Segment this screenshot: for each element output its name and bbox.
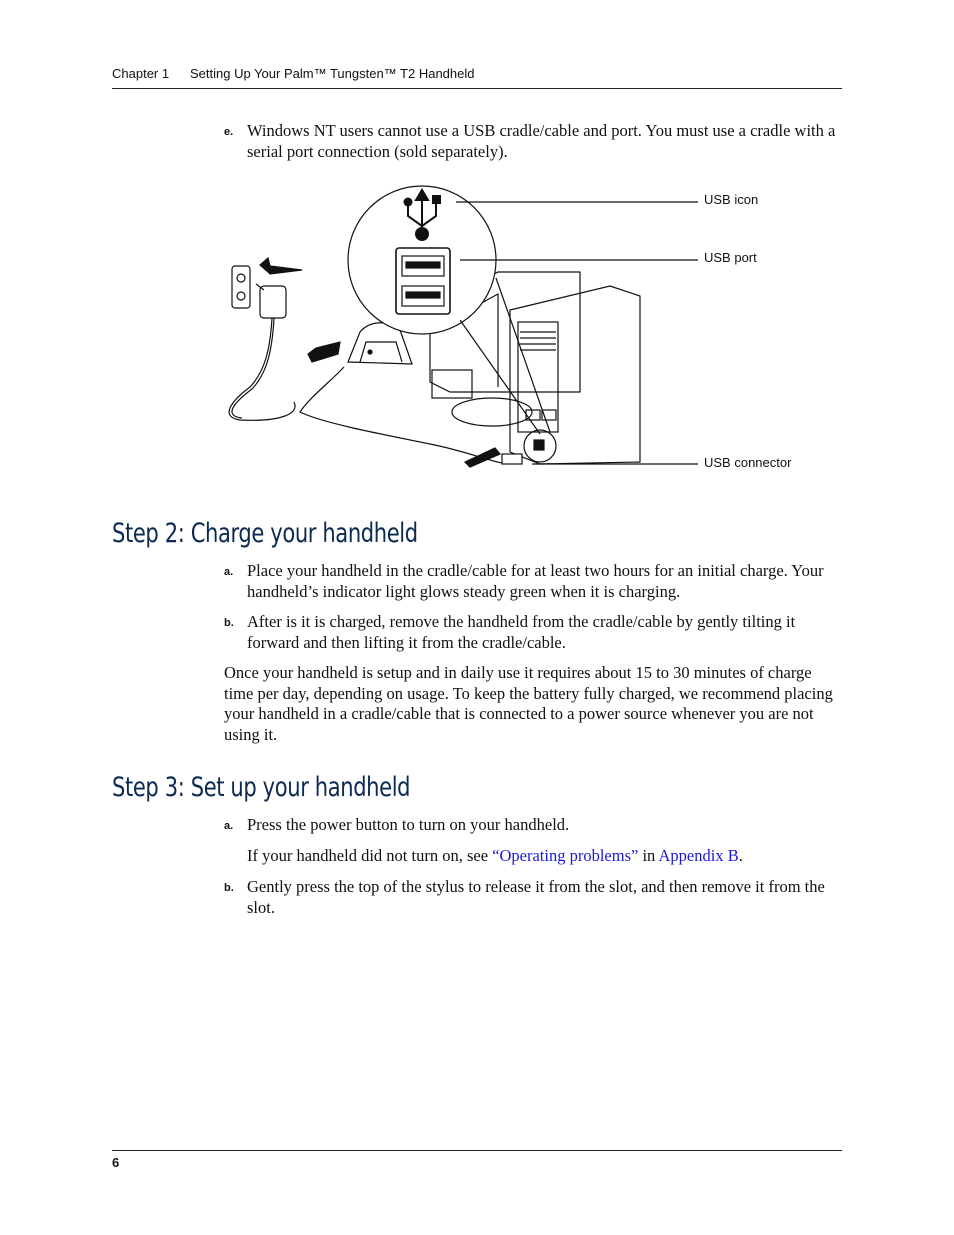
wall-outlet-icon xyxy=(232,266,250,308)
appendix-b-link[interactable]: Appendix B xyxy=(658,846,739,865)
list-item-text: Windows NT users cannot use a USB cradle/cable and port. You must use a cradle with a serial port connection (sold separately). xyxy=(247,121,836,161)
page-footer xyxy=(112,1150,842,1170)
step2-paragraph: Once your handheld is setup and in daily use it requires about 15 to 30 minutes of charge time per day, depending on usage. To keep the battery fully charged, we recommend placing your handheld in a cradle/cable that is connected to a power source whenever you are not using it. xyxy=(224,663,833,744)
note-line xyxy=(224,846,842,867)
list-item-label: b. xyxy=(224,617,234,629)
list-item-label: e. xyxy=(224,126,234,138)
usb-port-icon xyxy=(396,248,450,314)
callout-usb-port: USB port xyxy=(704,250,757,265)
list-item xyxy=(224,612,842,653)
callout-usb-connector: USB connector xyxy=(704,455,792,470)
list-item-label: b. xyxy=(224,882,234,894)
chapter-label: Chapter 1 xyxy=(112,66,170,81)
list-item xyxy=(224,815,842,836)
list-item-text: Place your handheld in the cradle/cable for at least two hours for an initial charge. Your handheld’s indicator light glows steady green when it is charging. xyxy=(247,561,824,601)
callout-usb-icon: USB icon xyxy=(704,192,759,207)
usb-setup-drawing xyxy=(220,182,820,482)
note-text: . xyxy=(738,846,743,865)
list-item xyxy=(224,877,842,918)
power-adapter-icon xyxy=(260,286,286,318)
list-item-text: After is it is charged, remove the handheld from the cradle/cable by gently tilting it forward and then lifting it from the cradle/cable. xyxy=(247,612,796,652)
chapter-title: Setting Up Your Palm™ Tungsten™ T2 Handheld xyxy=(190,66,475,81)
note-text: If your handheld did not turn on, see xyxy=(247,846,493,865)
step3-heading: Step 3: Set up your handheld xyxy=(112,772,411,803)
list-item-text: Gently press the top of the stylus to release it from the slot, and then remove it from the slot. xyxy=(247,877,825,917)
step2-heading: Step 2: Charge your handheld xyxy=(112,518,418,549)
usb-connection-illustration xyxy=(220,182,820,482)
running-header xyxy=(112,66,842,89)
list-item xyxy=(224,121,842,162)
note-text: in xyxy=(638,846,659,865)
list-item xyxy=(224,561,842,602)
arrow-icon xyxy=(308,342,340,362)
list-item-text: Press the power button to turn on your handheld. xyxy=(247,815,570,834)
page-number: 6 xyxy=(112,1155,120,1170)
operating-problems-link[interactable]: “Operating problems” xyxy=(492,846,639,865)
list-item-label: a. xyxy=(224,566,234,578)
list-item-label: a. xyxy=(224,820,234,832)
arrow-icon xyxy=(260,258,302,274)
arrow-icon xyxy=(465,448,500,467)
